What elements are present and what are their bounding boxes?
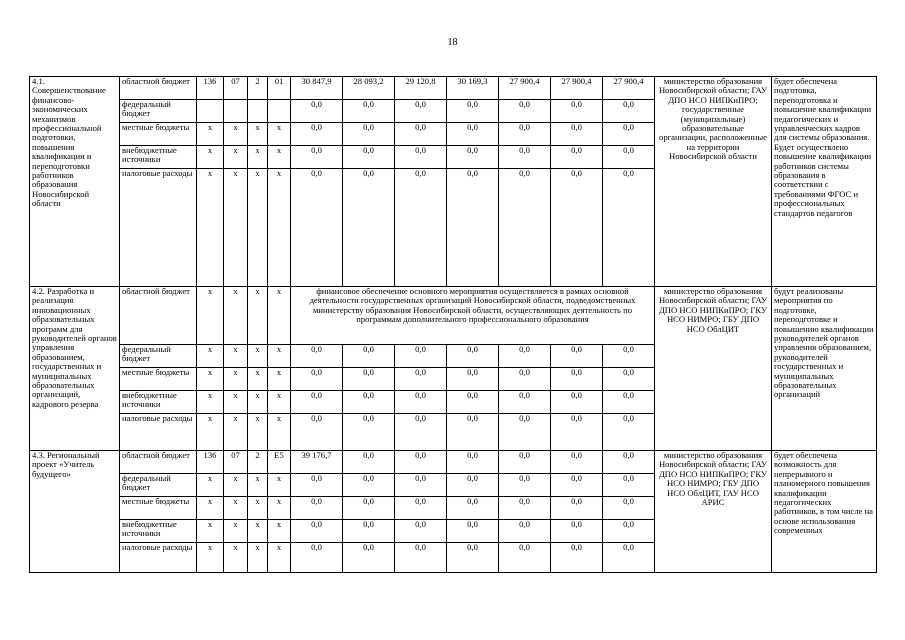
source-name-cell: внебюджетные источники [120, 146, 197, 169]
page-number: 18 [447, 37, 458, 48]
code-cell: x [224, 497, 248, 520]
expected-result-cell: будет обеспечена возможность для непрерывного и планомерного повышения квалификации педагогических работников, в том числе на основе использования современных [772, 451, 877, 573]
value-cell: 0,0 [551, 451, 603, 474]
value-cell: 0,0 [551, 146, 603, 169]
table-row [30, 77, 877, 100]
source-name-cell: налоговые расходы [120, 543, 197, 573]
value-cell: 0,0 [551, 474, 603, 497]
code-cell: x [197, 368, 224, 391]
value-cell: 0,0 [551, 520, 603, 543]
value-cell: 0,0 [551, 368, 603, 391]
value-cell: 0,0 [343, 368, 395, 391]
value-cell: 0,0 [447, 146, 499, 169]
expected-result-cell: будет обеспечена подготовка, переподготовка и повышение квалификации педагогических и управленческих кадров для системы образования. Будет осуществлено повышение квалификации работников системы образования в соответствии с требованиями ФГОС и профессиональных стандартов педагогов [772, 77, 877, 287]
value-cell: 0,0 [551, 123, 603, 146]
value-cell: 0,0 [395, 123, 447, 146]
code-cell: x [268, 414, 291, 451]
value-cell: 0,0 [343, 146, 395, 169]
source-name-cell: областной бюджет [120, 451, 197, 474]
value-cell: 0,0 [447, 368, 499, 391]
value-cell: 0,0 [343, 345, 395, 368]
value-cell: 0,0 [291, 520, 343, 543]
value-cell: 0,0 [395, 497, 447, 520]
code-cell: 136 [197, 451, 224, 474]
executor-cell: министерство образования Новосибирской области; ГАУ ДПО НСО НИПКиПРО; ГКУ НСО НИМРО; ГБУ ДПО НСО ОблЦИТ, ГАУ НСО АРИС [655, 451, 772, 573]
code-cell: x [224, 146, 248, 169]
value-cell: 0,0 [499, 543, 551, 573]
value-cell: 0,0 [603, 123, 655, 146]
code-cell: x [248, 474, 268, 497]
code-cell: x [268, 474, 291, 497]
value-cell: 0,0 [603, 474, 655, 497]
funding-note-cell: финансовое обеспечение основного мероприятия осуществляется в рамках основной деятельности государственных организаций Новосибирской области, подведомственных министерству образования Новосибирской области, осуществляющих деятельность по программам дополнительного профессионального образования [291, 287, 655, 345]
value-cell: 0,0 [499, 123, 551, 146]
value-cell: 0,0 [343, 123, 395, 146]
expected-result-cell: будут реализованы мероприятия по подготовке, переподготовке и повышению квалификации руководителей органов управления образованием, руководителей государственных и муниципальных образовательных организаций [772, 287, 877, 451]
code-cell: x [248, 520, 268, 543]
value-cell: 0,0 [499, 474, 551, 497]
code-cell: x [268, 497, 291, 520]
value-cell: 0,0 [499, 100, 551, 123]
value-cell: 27 900,4 [499, 77, 551, 100]
source-name-cell: областной бюджет [120, 77, 197, 100]
code-cell: x [197, 287, 224, 345]
value-cell: 0,0 [395, 414, 447, 451]
value-cell: 0,0 [447, 169, 499, 287]
code-cell: x [268, 391, 291, 414]
code-cell: x [197, 169, 224, 287]
value-cell: 0,0 [551, 100, 603, 123]
code-cell: x [197, 543, 224, 573]
value-cell: 0,0 [499, 497, 551, 520]
value-cell: 0,0 [603, 100, 655, 123]
code-cell: x [248, 123, 268, 146]
code-cell: x [248, 169, 268, 287]
code-cell: x [268, 368, 291, 391]
value-cell: 0,0 [395, 543, 447, 573]
value-cell: 0,0 [603, 520, 655, 543]
measure-title-cell: 4.2. Разработка и реализация инновационных образовательных программ для руководителей органов управления образованием, государственных и муниципальных образовательных организаций, кадрового резерва [30, 287, 120, 451]
value-cell: 0,0 [291, 368, 343, 391]
code-cell: 2 [248, 451, 268, 474]
value-cell: 0,0 [499, 451, 551, 474]
value-cell: 0,0 [447, 123, 499, 146]
value-cell: 0,0 [343, 497, 395, 520]
code-cell [268, 100, 291, 123]
table-row [30, 287, 877, 345]
value-cell: 0,0 [499, 345, 551, 368]
code-cell: x [248, 497, 268, 520]
value-cell: 39 176,7 [291, 451, 343, 474]
value-cell: 0,0 [447, 451, 499, 474]
value-cell: 0,0 [551, 345, 603, 368]
value-cell: 0,0 [551, 414, 603, 451]
source-name-cell: местные бюджеты [120, 497, 197, 520]
value-cell: 0,0 [395, 345, 447, 368]
code-cell: x [197, 123, 224, 146]
value-cell: 0,0 [447, 345, 499, 368]
value-cell: 0,0 [499, 520, 551, 543]
code-cell: x [268, 287, 291, 345]
value-cell: 0,0 [603, 414, 655, 451]
value-cell: 0,0 [291, 391, 343, 414]
code-cell: x [268, 123, 291, 146]
value-cell: 0,0 [551, 169, 603, 287]
code-cell: x [197, 497, 224, 520]
code-cell: x [224, 345, 248, 368]
value-cell: 0,0 [551, 543, 603, 573]
value-cell: 0,0 [447, 100, 499, 123]
value-cell: 0,0 [343, 169, 395, 287]
source-name-cell: федеральный бюджет [120, 100, 197, 123]
code-cell: 136 [197, 77, 224, 100]
value-cell: 30 847,9 [291, 77, 343, 100]
source-name-cell: внебюджетные источники [120, 391, 197, 414]
value-cell: 0,0 [447, 520, 499, 543]
value-cell: 0,0 [291, 169, 343, 287]
code-cell: x [268, 345, 291, 368]
value-cell: 29 120,8 [395, 77, 447, 100]
code-cell: x [224, 391, 248, 414]
code-cell: 07 [224, 451, 248, 474]
code-cell: x [268, 146, 291, 169]
value-cell: 0,0 [395, 100, 447, 123]
code-cell: x [248, 414, 268, 451]
code-cell: x [197, 345, 224, 368]
value-cell: 0,0 [395, 520, 447, 543]
value-cell: 0,0 [499, 391, 551, 414]
value-cell: 0,0 [447, 474, 499, 497]
source-name-cell: местные бюджеты [120, 123, 197, 146]
value-cell: 0,0 [395, 146, 447, 169]
source-name-cell: местные бюджеты [120, 368, 197, 391]
source-name-cell: федеральный бюджет [120, 345, 197, 368]
value-cell: 0,0 [291, 146, 343, 169]
code-cell: x [197, 391, 224, 414]
code-cell: 2 [248, 77, 268, 100]
program-table [29, 76, 877, 573]
value-cell: 0,0 [343, 391, 395, 414]
code-cell: x [224, 414, 248, 451]
code-cell: x [224, 368, 248, 391]
value-cell: 0,0 [291, 543, 343, 573]
value-cell: 0,0 [291, 497, 343, 520]
code-cell [248, 100, 268, 123]
value-cell: 0,0 [603, 345, 655, 368]
code-cell: x [224, 123, 248, 146]
code-cell: x [224, 287, 248, 345]
value-cell: 0,0 [291, 345, 343, 368]
code-cell: x [248, 345, 268, 368]
value-cell: 0,0 [447, 497, 499, 520]
table-row [30, 451, 877, 474]
code-cell: x [224, 543, 248, 573]
value-cell: 0,0 [603, 391, 655, 414]
source-name-cell: налоговые расходы [120, 169, 197, 287]
value-cell: 0,0 [343, 414, 395, 451]
code-cell: x [197, 414, 224, 451]
code-cell: x [224, 474, 248, 497]
value-cell: 0,0 [343, 100, 395, 123]
value-cell: 27 900,4 [551, 77, 603, 100]
value-cell: 0,0 [447, 391, 499, 414]
value-cell: 0,0 [499, 146, 551, 169]
value-cell: 0,0 [291, 474, 343, 497]
source-name-cell: внебюджетные источники [120, 520, 197, 543]
code-cell [197, 100, 224, 123]
code-cell: x [248, 287, 268, 345]
value-cell: 0,0 [395, 368, 447, 391]
value-cell: 0,0 [291, 100, 343, 123]
code-cell: x [268, 543, 291, 573]
code-cell: x [197, 520, 224, 543]
value-cell: 0,0 [395, 451, 447, 474]
code-cell: x [224, 520, 248, 543]
code-cell: x [268, 520, 291, 543]
value-cell: 28 093,2 [343, 77, 395, 100]
value-cell: 0,0 [603, 169, 655, 287]
value-cell: 0,0 [343, 451, 395, 474]
code-cell: x [248, 146, 268, 169]
code-cell: x [248, 543, 268, 573]
source-name-cell: областной бюджет [120, 287, 197, 345]
value-cell: 30 169,3 [447, 77, 499, 100]
code-cell [224, 100, 248, 123]
source-name-cell: федеральный бюджет [120, 474, 197, 497]
code-cell: E5 [268, 451, 291, 474]
value-cell: 0,0 [603, 451, 655, 474]
code-cell: x [197, 146, 224, 169]
value-cell: 0,0 [499, 414, 551, 451]
value-cell: 0,0 [603, 543, 655, 573]
value-cell: 0,0 [603, 146, 655, 169]
executor-cell: министерство образования Новосибирской области; ГАУ ДПО НСО НИПКиПРО; государственные (муниципальные) образовательные организации, расположенные на территории Новосибирской области [655, 77, 772, 287]
code-cell: x [248, 368, 268, 391]
measure-title-cell: 4.1. Совершенствование финансово-экономических механизмов профессиональной подготовки, повышения квалификации и переподготовки работников образования Новосибирской области [30, 77, 120, 287]
value-cell: 0,0 [395, 169, 447, 287]
value-cell: 0,0 [343, 474, 395, 497]
code-cell: x [197, 474, 224, 497]
value-cell: 0,0 [551, 391, 603, 414]
code-cell: x [248, 391, 268, 414]
code-cell: x [268, 169, 291, 287]
value-cell: 0,0 [551, 497, 603, 520]
value-cell: 27 900,4 [603, 77, 655, 100]
code-cell: 07 [224, 77, 248, 100]
code-cell: x [224, 169, 248, 287]
value-cell: 0,0 [499, 368, 551, 391]
value-cell: 0,0 [291, 123, 343, 146]
source-name-cell: налоговые расходы [120, 414, 197, 451]
value-cell: 0,0 [291, 414, 343, 451]
value-cell: 0,0 [395, 391, 447, 414]
value-cell: 0,0 [343, 520, 395, 543]
code-cell: 01 [268, 77, 291, 100]
value-cell: 0,0 [499, 169, 551, 287]
measure-title-cell: 4.3. Региональный проект «Учитель будущего» [30, 451, 120, 573]
value-cell: 0,0 [395, 474, 447, 497]
value-cell: 0,0 [343, 543, 395, 573]
value-cell: 0,0 [603, 368, 655, 391]
value-cell: 0,0 [447, 414, 499, 451]
value-cell: 0,0 [447, 543, 499, 573]
value-cell: 0,0 [603, 497, 655, 520]
executor-cell: министерство образования Новосибирской области; ГАУ ДПО НСО НИПКиПРО; ГКУ НСО НИМРО; ГБУ ДПО НСО ОблЦИТ [655, 287, 772, 451]
